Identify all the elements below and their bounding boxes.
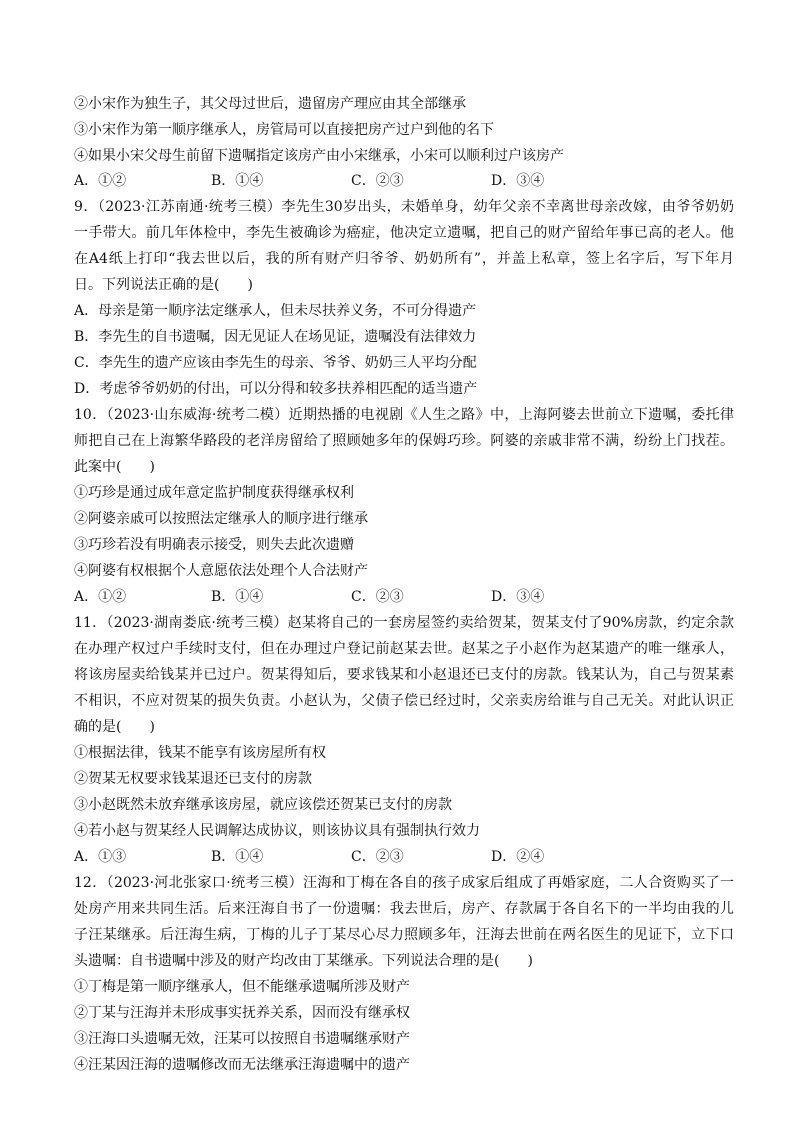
q10-option-d: D．③④ [491,589,545,605]
q8-option-d: D．③④ [491,173,545,189]
q8-statement-3: ③小宋作为第一顺序继承人，房管局可以直接把房产过户到他的名下 [74,122,494,138]
q9-stem-line-3: 在A4纸上打印“我去世以后，我的所有财产归爷爷、奶奶所有”，并盖上私章，签上名字后，写下年月 [74,251,734,267]
q8-option-c: C．②③ [351,173,404,189]
q8-option-b: B．①④ [211,173,264,189]
q11-statement-4: ④若小赵与贺某经人民调解达成协议，则该协议具有强制执行效力 [74,823,480,839]
q11-option-a: A．①③ [74,849,127,865]
q10-option-b: B．①④ [211,589,264,605]
q12-statement-2: ②丁某与汪海并未形成事实抚养关系，因而没有继承权 [74,1005,410,1021]
q12-statement-4: ④汪某因汪海的遗嘱修改而无法继承汪海遗嘱中的遗产 [74,1057,410,1073]
q10-stem-line-2: 师把自己在上海繁华路段的老洋房留给了照顾她多年的保姆巧珍。阿婆的亲戚非常不满，纷纷上门找茬。 [74,433,734,449]
q11-stem-line-2: 在办理产权过户手续时支付，但在办理过户登记前赵某去世。赵某之子小赵作为赵某遗产的唯一继承人， [74,641,734,657]
q10-option-a: A．①② [74,589,127,605]
q11-option-d: D．②④ [491,849,545,865]
q10-stem-line-3: 此案中( ) [74,459,155,475]
q10-statement-4: ④阿婆有权根据个人意愿依法处理个人合法财产 [74,563,368,579]
q10-statement-1: ①巧珍是通过成年意定监护制度获得继承权利 [74,485,354,501]
q10-statement-2: ②阿婆亲戚可以按照法定继承人的顺序进行继承 [74,511,368,527]
q11-statement-1: ①根据法律，钱某不能享有该房屋所有权 [74,745,326,761]
q12-stem-line-2: 处房产用来共同生活。后来汪海自书了一份遗嘱：我去世后，房产、存款属于各自名下的一半均由我的儿 [74,901,734,917]
q9-stem-line-2: 一手带大。前几年体检中，李先生被确诊为癌症，他决定立遗嘱，把自己的财产留给年事已高的老人。他 [74,225,734,241]
q9-stem-line-4: 日。下列说法正确的是( ) [74,277,253,293]
q11-statement-2: ②贺某无权要求钱某退还已支付的房款 [74,771,312,787]
q11-stem-line-1: 11．（2023·湖南娄底·统考三模）赵某将自己的一套房屋签约卖给贺某，贺某支付了90%房款，约定余款 [74,615,734,631]
q12-statement-3: ③汪海口头遗嘱无效，汪某可以按照自书遗嘱继承财产 [74,1031,410,1047]
q11-stem-line-4: 不相识，不应对贺某的损失负责。小赵认为，父债子偿已经过时，父亲卖房给谁与自己无关。对此认识正 [74,693,734,709]
q12-stem-line-4: 头遗嘱：自书遗嘱中涉及的财产均改由丁某继承。下列说法合理的是( ) [74,953,533,969]
q10-stem-line-1: 10．（2023·山东威海·统考二模）近期热播的电视剧《人生之路》中，上海阿婆去世前立下遗嘱，委托律 [74,407,734,423]
q8-statement-4: ④如果小宋父母生前留下遗嘱指定该房产由小宋继承，小宋可以顺利过户该房产 [74,148,564,164]
q8-option-a: A．①② [74,173,127,189]
q10-option-c: C．②③ [351,589,404,605]
q11-option-b: B．①④ [211,849,264,865]
q11-option-c: C．②③ [351,849,404,865]
q12-statement-1: ①丁梅是第一顺序继承人，但不能继承遗嘱所涉及财产 [74,979,410,995]
q11-statement-3: ③小赵既然未放弃继承该房屋，就应该偿还贺某已支付的房款 [74,797,452,813]
q11-stem-line-3: 将该房屋卖给钱某并已过户。贺某得知后，要求钱某和小赵退还已支付的房款。钱某认为，自己与贺某素 [74,667,734,683]
q9-choice-d: D．考虑爷爷奶奶的付出，可以分得和较多扶养相匹配的适当遗产 [74,381,478,397]
q9-stem-line-1: 9．（2023·江苏南通·统考三模）李先生30岁出头，未婚单身，幼年父亲不幸离世母亲改嫁，由爷爷奶奶 [74,199,734,215]
q12-stem-line-3: 子汪某继承。后汪海生病，丁梅的儿子丁某尽心尽力照顾多年，汪海去世前在两名医生的见证下，立下口 [74,927,734,943]
q9-choice-c: C．李先生的遗产应该由李先生的母亲、爷爷、奶奶三人平均分配 [74,355,477,371]
q8-statement-2: ②小宋作为独生子，其父母过世后，遗留房产理应由其全部继承 [74,96,466,112]
q12-stem-line-1: 12．（2023·河北张家口·统考三模）汪海和丁梅在各自的孩子成家后组成了再婚家庭，二人合资购买了一 [74,875,734,891]
q10-statement-3: ③巧珍若没有明确表示接受，则失去此次遗赠 [74,537,354,553]
q11-stem-line-5: 确的是( ) [74,719,155,735]
q9-choice-a: A．母亲是第一顺序法定继承人，但未尽扶养义务，不可分得遗产 [74,303,477,319]
q9-choice-b: B．李先生的自书遗嘱，因无见证人在场见证，遗嘱没有法律效力 [74,329,477,345]
